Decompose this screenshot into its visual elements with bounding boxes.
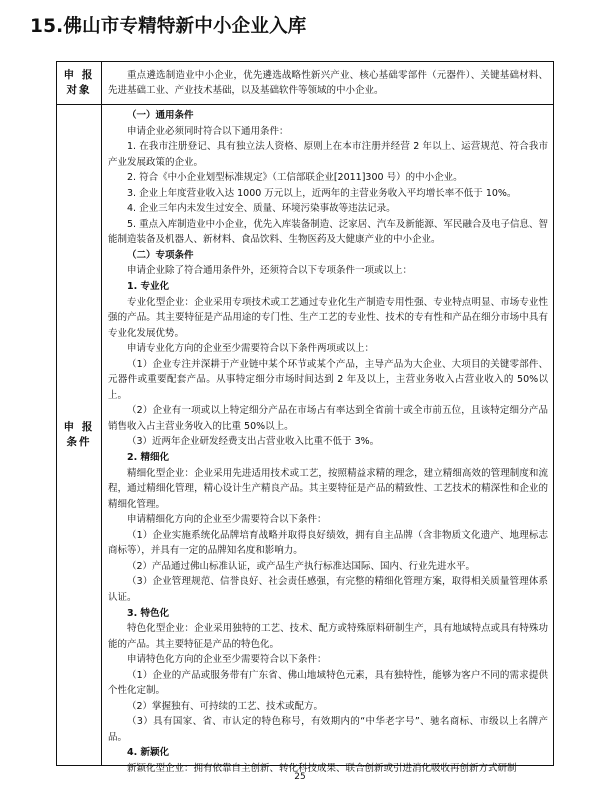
condition-paragraph: 申请特色化方向的企业至少需要符合以下条件： bbox=[127, 654, 327, 666]
condition-heading: 1. 专业化 bbox=[127, 281, 170, 293]
condition-paragraph: （3）企业管理规范、信誉良好、社会责任感强，有完整的精细化管理方案，取得相关质量管理体系认证。 bbox=[108, 576, 548, 603]
condition-paragraph: 5. 重点入库制造业中小企业，优先入库装备制造、泛家居、汽车及新能源、军民融合及电子信息、智能制造装备及机器人、新材料、食品饮料、生物医药及大健康产业的中小企业。 bbox=[108, 218, 548, 246]
condition-paragraph: 2. 符合《中小企业划型标准规定》（工信部联企业[2011]300 号）的中小企业。 bbox=[127, 172, 463, 184]
condition-paragraph: （1）企业实施系统化品牌培育战略并取得良好绩效，拥有自主品牌（含非物质文化遗产、地理标志商标等），并具有一定的品牌知名度和影响力。 bbox=[108, 529, 548, 557]
condition-paragraph: 4. 企业三年内未发生过安全、质量、环境污染事故等违法记录。 bbox=[127, 203, 396, 215]
condition-heading: （一）通用条件 bbox=[127, 110, 194, 121]
page-title: 15.佛山市专精特新中小企业入库 bbox=[30, 16, 307, 37]
condition-paragraph: 3. 企业上年度营业收入达 1000 万元以上，近两年的主营业务收入平均增长率不低于 10%。 bbox=[127, 187, 517, 199]
page-number: 25 bbox=[294, 772, 306, 782]
condition-paragraph: 申请专业化方向的企业至少需要符合以下条件两项或以上： bbox=[127, 343, 375, 355]
condition-paragraph: （3）近两年企业研发经费支出占营业收入比重不低于 3%。 bbox=[127, 436, 380, 448]
application-info-table bbox=[56, 61, 554, 774]
condition-paragraph: （3）具有国家、省、市认定的特色称号，有效期内的“中华老字号”、驰名商标、市级以上名牌产品。 bbox=[108, 716, 548, 743]
conditions-label: 申 报 条件 bbox=[63, 421, 95, 448]
condition-paragraph: （2）企业有一项或以上特定细分产品在市场占有率达到全省前十或全市前五位，且该特定细分产品销售收入占主营业务收入的比重 50%以上。 bbox=[108, 405, 548, 432]
table-row-conditions bbox=[57, 105, 553, 774]
condition-paragraph: 1. 在我市注册登记、具有独立法人资格、原则上在本市注册并经营 2 年以上、运营规范、符合我市产业发展政策的企业。 bbox=[108, 141, 548, 168]
target-text: 重点遴选制造业中小企业，优先遴选战略性新兴产业、核心基础零部件（元器件）、关键基础材料、先进基础工业、产业技术基础，以及基础软件等领域的中小企业。 bbox=[108, 70, 548, 96]
target-label: 申 报 对象 bbox=[63, 69, 95, 96]
target-label-cell bbox=[57, 62, 102, 104]
condition-paragraph: 专业化型企业：企业采用专项技术或工艺通过专业化生产制造专用性强、专业特点明显、市场专业性强的产品。其主要特征是产品用途的专门性、生产工艺的专业性、技术的专有性和产品在细分市场中具有专业化发展优势。 bbox=[108, 296, 548, 339]
table-row-target bbox=[57, 62, 553, 105]
conditions-label-cell bbox=[57, 105, 102, 765]
condition-heading: 3. 特色化 bbox=[127, 607, 170, 619]
condition-paragraph: 精细化型企业：企业采用先进适用技术或工艺，按照精益求精的理念，建立精细高效的管理制度和流程，通过精细化管理，精心设计生产精良产品。其主要特征是产品的精致性、工艺技术的精深性和企业的精细化管理。 bbox=[108, 467, 548, 510]
condition-paragraph: 新颖化型企业：拥有依靠自主创新、转化科技成果、联合创新或引进消化吸收再创新方式研制 bbox=[127, 762, 517, 774]
condition-paragraph: 特色化型企业：企业采用独特的工艺、技术、配方或特殊原料研制生产，具有地域特点或具有特殊功能的产品。其主要特征是产品的特色化。 bbox=[108, 623, 548, 650]
condition-paragraph: （2）掌握独有、可持续的工艺、技术或配方。 bbox=[127, 700, 324, 712]
target-content-cell bbox=[102, 62, 553, 104]
condition-heading: 2. 精细化 bbox=[127, 452, 170, 464]
conditions-content-cell bbox=[102, 105, 553, 774]
condition-heading: （二）专项条件 bbox=[127, 249, 194, 261]
condition-heading: 4. 新颖化 bbox=[127, 747, 170, 759]
condition-paragraph: 申请精细化方向的企业至少需要符合以下条件： bbox=[127, 514, 327, 526]
condition-paragraph: （2）产品通过佛山标准认证，或产品生产执行标准达国际、国内、行业先进水平。 bbox=[127, 560, 476, 572]
condition-paragraph: （1）企业专注并深耕于产业链中某个环节或某个产品，主导产品为大企业、大项目的关键零部件、元器件或重要配套产品。从事特定细分市场时间达到 2 年及以上，主营业务收入占营业收入的 50%以上。 bbox=[108, 358, 548, 401]
condition-paragraph: 申请企业必须同时符合以下通用条件： bbox=[127, 125, 289, 137]
condition-paragraph: （1）企业的产品或服务带有广东省、佛山地域特色元素，具有独特性，能够为客户不同的需求提供个性化定制。 bbox=[108, 669, 548, 697]
condition-paragraph: 申请企业除了符合通用条件外，还须符合以下专项条件一项或以上： bbox=[127, 265, 413, 277]
